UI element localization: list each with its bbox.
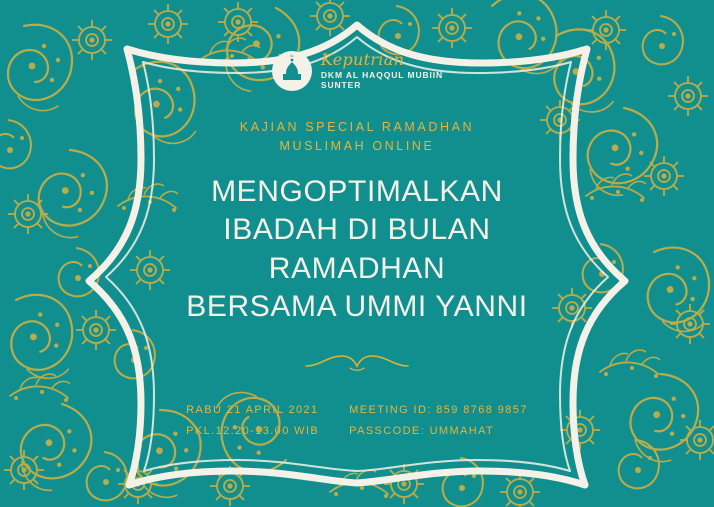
kicker-line-2: MUSLIMAH ONLINE	[279, 139, 435, 154]
flourish-divider-icon	[302, 352, 412, 374]
svg-text:AL: AL	[289, 54, 294, 58]
event-kicker	[240, 118, 474, 157]
logo-title: Keputrian	[320, 49, 405, 69]
mosque-logo-icon	[271, 50, 313, 92]
event-schedule-column	[186, 400, 319, 441]
organization-logo	[271, 50, 443, 92]
logo-org-line2: SUNTER	[320, 80, 362, 91]
event-time: PKL.12.20-13.00 WIB	[186, 424, 320, 437]
meeting-passcode: PASSCODE: UMMAHAT	[349, 424, 495, 437]
event-details	[186, 400, 528, 441]
meeting-id: MEETING ID: 859 8768 9857	[349, 404, 528, 417]
logo-org-line1: DKM AL HAQQUL MUBIIN	[320, 70, 444, 81]
headline-line-2: IBADAH DI BULAN	[223, 213, 491, 247]
headline-line-3: RAMADHAN	[268, 251, 446, 285]
headline-line-1: MENGOPTIMALKAN	[211, 174, 503, 208]
headline-line-4: BERSAMA UMMI YANNI	[186, 289, 528, 323]
event-headline	[186, 173, 527, 327]
event-date: RABU 21 APRIL 2021	[186, 404, 319, 417]
event-access-column	[349, 400, 528, 441]
kicker-line-1: KAJIAN SPECIAL RAMADHAN	[239, 120, 475, 134]
